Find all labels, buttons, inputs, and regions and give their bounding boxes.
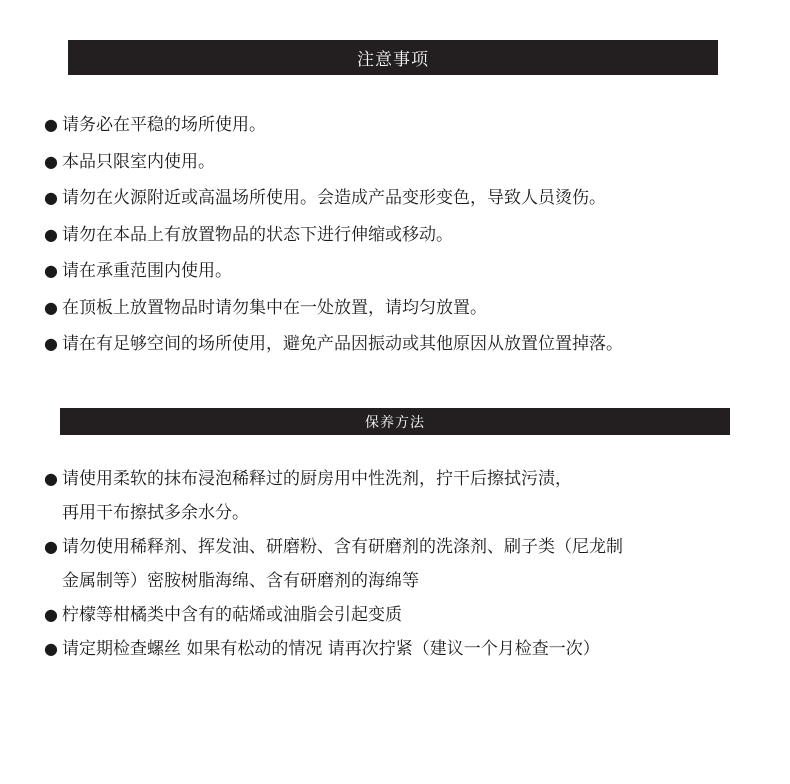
list-item-text: 请勿在本品上有放置物品的状态下进行伸缩或移动。 <box>62 224 453 245</box>
notice-list <box>44 108 623 364</box>
list-item-text: 请使用柔软的抹布浸泡稀释过的厨房用中性洗剂，拧干后擦拭污渍， <box>62 469 572 489</box>
bullet-icon: ● <box>44 605 58 624</box>
bullet-icon: ● <box>44 639 58 658</box>
list-item <box>44 462 623 530</box>
notice-title-bar <box>68 40 718 75</box>
list-item-text: 请勿使用稀释剂、挥发油、研磨粉、含有研磨剂的洗涤剂、刷子类（尼龙制 <box>62 537 623 557</box>
bullet-icon: ● <box>44 537 58 556</box>
bullet-icon: ● <box>44 469 58 488</box>
list-item-text: 再用干布擦拭多余水分。 <box>62 503 249 523</box>
list-item <box>44 530 623 598</box>
list-item <box>44 254 623 291</box>
list-item <box>44 327 623 364</box>
list-item-text: 金属制等）密胺树脂海绵、含有研磨剂的海绵等 <box>62 571 419 591</box>
list-item <box>44 108 623 145</box>
care-title-bar <box>60 408 730 435</box>
list-item <box>44 632 623 666</box>
list-item-text: 请定期检查螺丝 如果有松动的情况 请再次拧紧（建议一个月检查一次） <box>62 639 600 659</box>
bullet-icon: ● <box>44 334 58 353</box>
notice-title: 注意事项 <box>357 50 429 70</box>
list-item-text: 请在有足够空间的场所使用，避免产品因振动或其他原因从放置位置掉落。 <box>62 334 623 354</box>
bullet-icon: ● <box>44 297 58 317</box>
list-item <box>44 598 623 632</box>
bullet-icon: ● <box>44 261 58 280</box>
list-item-text: 请勿在火源附近或高温场所使用。会造成产品变形变色，导致人员烫伤。 <box>62 188 606 208</box>
list-item <box>44 218 623 255</box>
list-item <box>44 145 623 182</box>
list-item <box>44 181 623 218</box>
list-item <box>44 291 623 328</box>
bullet-icon: ● <box>44 115 58 134</box>
care-title: 保养方法 <box>365 414 425 431</box>
bullet-icon: ● <box>44 224 58 244</box>
list-item-text: 请在承重范围内使用。 <box>62 261 232 281</box>
list-item-text: 本品只限室内使用。 <box>62 151 215 172</box>
list-item-text: 在顶板上放置物品时请勿集中在一处放置，请均匀放置。 <box>62 297 487 318</box>
bullet-icon: ● <box>44 151 58 171</box>
list-item-text: 柠檬等柑橘类中含有的萜烯或油脂会引起变质 <box>62 605 402 625</box>
care-list <box>44 462 623 666</box>
bullet-icon: ● <box>44 188 58 207</box>
list-item-text: 请务必在平稳的场所使用。 <box>62 115 266 135</box>
